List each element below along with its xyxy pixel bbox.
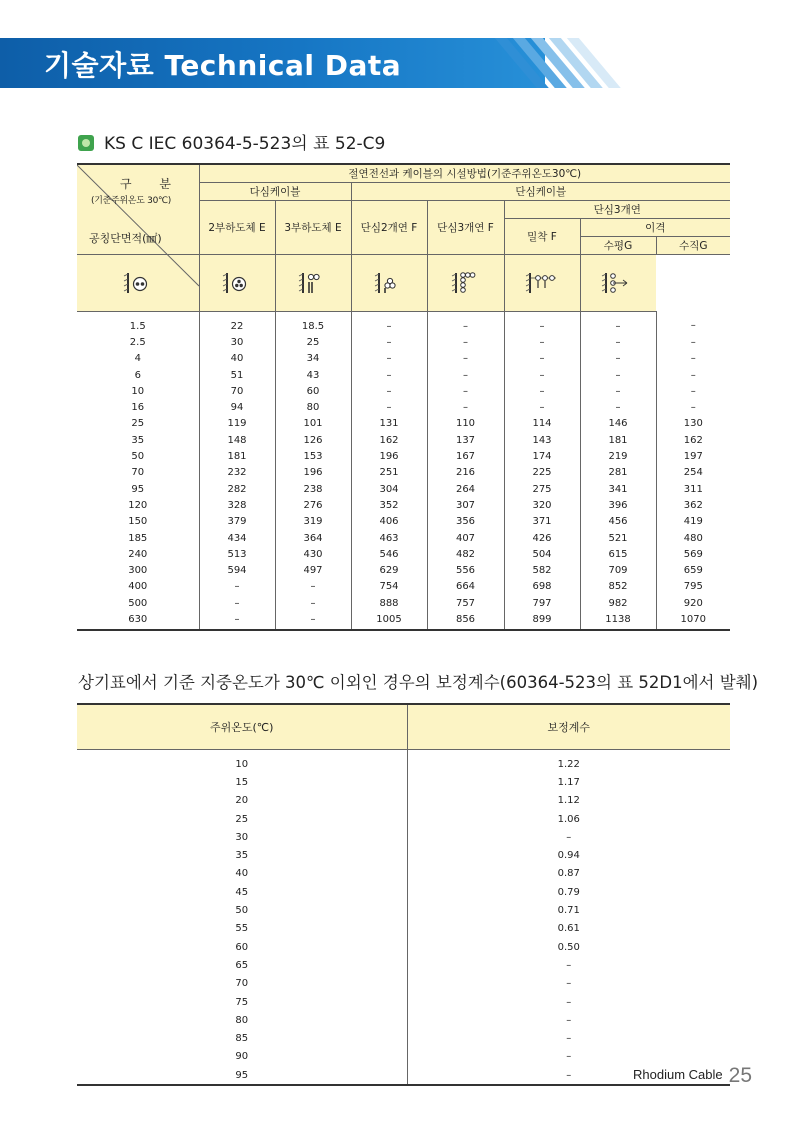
ampacity-cell: 497 (275, 562, 351, 578)
col-header-touching-f: 밀착 F (504, 219, 580, 255)
cross-section-cell: 240 (77, 546, 199, 562)
factor-cell: 0.71 (407, 901, 730, 919)
ampacity-cell: 143 (504, 432, 580, 448)
table-row (77, 975, 730, 993)
cross-section-cell: 300 (77, 562, 199, 578)
ampacity-cell: 80 (275, 399, 351, 415)
temperature-cell: 60 (77, 938, 407, 956)
factor-cell: 1.17 (407, 773, 730, 791)
ampacity-cell: 319 (275, 514, 351, 530)
ampacity-cell: 1070 (656, 611, 730, 629)
ampacity-cell: 364 (275, 530, 351, 546)
ampacity-cell: 504 (504, 546, 580, 562)
ampacity-cell: 521 (580, 530, 656, 546)
ampacity-cell: – (199, 611, 275, 629)
ampacity-cell: 888 (351, 595, 427, 611)
factor-cell: – (407, 975, 730, 993)
spaced-vertical-icon (580, 255, 656, 312)
cross-section-cell: 4 (77, 351, 199, 367)
ampacity-cell: 275 (504, 481, 580, 497)
ampacity-cell: – (427, 383, 504, 399)
factor-cell: – (407, 1029, 730, 1047)
table-row (77, 562, 730, 578)
cross-section-cell: 185 (77, 530, 199, 546)
ampacity-cell: 406 (351, 514, 427, 530)
factor-cell: – (407, 828, 730, 846)
installation-method-header: 절연전선과 케이블의 시설방법(기준주위온도30℃) (199, 164, 730, 183)
ampacity-cell: 131 (351, 416, 427, 432)
ampacity-cell: 615 (580, 546, 656, 562)
factor-cell: 0.50 (407, 938, 730, 956)
table-row (77, 1011, 730, 1029)
ampacity-cell: 456 (580, 514, 656, 530)
factor-cell: – (407, 956, 730, 974)
ampacity-cell: 25 (275, 334, 351, 350)
table-row (77, 773, 730, 791)
ampacity-cell: – (275, 595, 351, 611)
ampacity-cell: 396 (580, 497, 656, 513)
ampacity-cell: 1005 (351, 611, 427, 629)
ampacity-cell: 196 (351, 448, 427, 464)
ampacity-cell: 34 (275, 351, 351, 367)
ampacity-cell: 162 (351, 432, 427, 448)
ampacity-cell: 419 (656, 514, 730, 530)
ampacity-cell: – (427, 312, 504, 335)
table-row (77, 956, 730, 974)
table-row (77, 920, 730, 938)
ampacity-cell: 153 (275, 448, 351, 464)
ampacity-cell: 281 (580, 465, 656, 481)
ampacity-cell: 167 (427, 448, 504, 464)
ampacity-cell: – (656, 334, 730, 350)
cross-section-cell: 6 (77, 367, 199, 383)
ampacity-cell: – (580, 383, 656, 399)
temperature-cell: 55 (77, 920, 407, 938)
temperature-cell: 15 (77, 773, 407, 791)
cross-section-cell: 25 (77, 416, 199, 432)
temperature-cell: 40 (77, 865, 407, 883)
cross-section-cell: 120 (77, 497, 199, 513)
ampacity-cell: – (351, 351, 427, 367)
factor-cell: 0.61 (407, 920, 730, 938)
table-row (77, 865, 730, 883)
temperature-cell: 95 (77, 1066, 407, 1085)
table-row (77, 792, 730, 810)
table-row (77, 481, 730, 497)
factor-cell: 0.87 (407, 865, 730, 883)
table-row (77, 846, 730, 864)
table-row (77, 383, 730, 399)
three-core-cable-icon (199, 255, 275, 312)
ampacity-cell: 629 (351, 562, 427, 578)
correction-factor-table (77, 703, 730, 1086)
table1-caption (78, 129, 385, 154)
ampacity-cell: 94 (199, 399, 275, 415)
leaf-bullet-icon (78, 135, 94, 151)
ampacity-cell: 328 (199, 497, 275, 513)
ampacity-cell: – (427, 367, 504, 383)
ampacity-table (77, 163, 730, 631)
factor-cell: 0.79 (407, 883, 730, 901)
ampacity-cell: – (351, 312, 427, 335)
table-row (77, 448, 730, 464)
ampacity-cell: 282 (199, 481, 275, 497)
ampacity-cell: – (656, 399, 730, 415)
table-row (77, 579, 730, 595)
ampacity-cell: 659 (656, 562, 730, 578)
factor-cell: 1.06 (407, 810, 730, 828)
ampacity-cell: – (351, 367, 427, 383)
ampacity-cell: 709 (580, 562, 656, 578)
col-header-3-load-e: 3부하도체 E (275, 201, 351, 255)
ampacity-cell: 148 (199, 432, 275, 448)
ampacity-cell: 251 (351, 465, 427, 481)
ampacity-cell: 197 (656, 448, 730, 464)
ampacity-cell: 276 (275, 497, 351, 513)
ampacity-cell: – (351, 383, 427, 399)
ampacity-cell: 137 (427, 432, 504, 448)
ampacity-cell: – (504, 312, 580, 335)
ampacity-cell: 264 (427, 481, 504, 497)
table-row (77, 938, 730, 956)
ampacity-cell: 232 (199, 465, 275, 481)
temperature-cell: 70 (77, 975, 407, 993)
ampacity-cell: – (580, 351, 656, 367)
ampacity-cell: 362 (656, 497, 730, 513)
ampacity-cell: 463 (351, 530, 427, 546)
table-row (77, 514, 730, 530)
trefoil-icon (351, 255, 427, 312)
ampacity-cell: 174 (504, 448, 580, 464)
ampacity-cell: – (580, 367, 656, 383)
ampacity-cell: – (275, 579, 351, 595)
ampacity-cell: 482 (427, 546, 504, 562)
ampacity-cell: 40 (199, 351, 275, 367)
ampacity-cell: 352 (351, 497, 427, 513)
ampacity-cell: 852 (580, 579, 656, 595)
temperature-cell: 80 (77, 1011, 407, 1029)
ampacity-table-body (77, 312, 730, 630)
page-number: 25 (728, 1064, 752, 1087)
ampacity-cell: 513 (199, 546, 275, 562)
ampacity-cell: 146 (580, 416, 656, 432)
ampacity-cell: 434 (199, 530, 275, 546)
temperature-cell: 45 (77, 883, 407, 901)
ampacity-cell: 341 (580, 481, 656, 497)
cross-section-cell: 95 (77, 481, 199, 497)
ampacity-cell: 664 (427, 579, 504, 595)
cross-section-cell: 500 (77, 595, 199, 611)
col-header-3-single-f: 단심3개연 F (427, 201, 504, 255)
table-row (77, 1029, 730, 1047)
factor-cell: 1.22 (407, 750, 730, 774)
correction-factor-table-body (77, 750, 730, 1086)
corner-note: (기준주위온도 30℃) (91, 196, 172, 206)
temperature-cell: 85 (77, 1029, 407, 1047)
ampacity-cell: – (504, 351, 580, 367)
ampacity-cell: 797 (504, 595, 580, 611)
temperature-cell: 65 (77, 956, 407, 974)
ampacity-cell: 556 (427, 562, 504, 578)
ampacity-cell: 22 (199, 312, 275, 335)
ampacity-cell: 114 (504, 416, 580, 432)
temperature-cell: 20 (77, 792, 407, 810)
table-row (77, 351, 730, 367)
ampacity-cell: 18.5 (275, 312, 351, 335)
ampacity-cell: 43 (275, 367, 351, 383)
cross-section-cell: 50 (77, 448, 199, 464)
ampacity-cell: – (504, 399, 580, 415)
table-row (77, 993, 730, 1011)
temperature-cell: 90 (77, 1048, 407, 1066)
factor-cell: 0.94 (407, 846, 730, 864)
temperature-cell: 10 (77, 750, 407, 774)
table-row (77, 530, 730, 546)
ampacity-cell: 379 (199, 514, 275, 530)
temperature-cell: 25 (77, 810, 407, 828)
ampacity-cell: – (504, 334, 580, 350)
ampacity-cell: – (656, 367, 730, 383)
ampacity-cell: 371 (504, 514, 580, 530)
factor-cell: 1.12 (407, 792, 730, 810)
ampacity-cell: 304 (351, 481, 427, 497)
touching-flat-icon (427, 255, 504, 312)
cross-section-cell: 2.5 (77, 334, 199, 350)
ampacity-cell: 181 (580, 432, 656, 448)
ampacity-cell: 569 (656, 546, 730, 562)
table-row (77, 497, 730, 513)
table2-caption: 상기표에서 기준 지중온도가 30℃ 이외인 경우의 보정계수(60364-523의 표 52D1에서 발췌) (78, 673, 759, 692)
ampacity-cell: 899 (504, 611, 580, 629)
ampacity-cell: 219 (580, 448, 656, 464)
table-row (77, 810, 730, 828)
ampacity-cell: 307 (427, 497, 504, 513)
ampacity-cell: 110 (427, 416, 504, 432)
cross-section-cell: 1.5 (77, 312, 199, 335)
single-core-header: 단심케이블 (351, 183, 730, 201)
two-singles-icon (275, 255, 351, 312)
ampacity-cell: 982 (580, 595, 656, 611)
ampacity-cell: – (656, 351, 730, 367)
ampacity-cell: – (580, 312, 656, 335)
cross-section-cell: 630 (77, 611, 199, 629)
ampacity-cell: 216 (427, 465, 504, 481)
cross-section-cell: 150 (77, 514, 199, 530)
ampacity-cell: – (199, 595, 275, 611)
table-row (77, 546, 730, 562)
table-row (77, 399, 730, 415)
ampacity-cell: – (427, 399, 504, 415)
table-row (77, 883, 730, 901)
ampacity-cell: 1138 (580, 611, 656, 629)
spaced-header: 이격 (580, 219, 730, 237)
ampacity-cell: – (427, 351, 504, 367)
temperature-cell: 30 (77, 828, 407, 846)
factor-cell: – (407, 1048, 730, 1066)
table-row (77, 828, 730, 846)
corner-gu: 구 분 (120, 177, 183, 191)
ampacity-cell: 430 (275, 546, 351, 562)
page-title: 기술자료 Technical Data (44, 49, 402, 82)
ampacity-cell: 70 (199, 383, 275, 399)
ampacity-cell: – (275, 611, 351, 629)
col-header-horizontal-g: 수평G (580, 237, 656, 255)
ampacity-cell: – (504, 383, 580, 399)
ampacity-cell: 225 (504, 465, 580, 481)
ambient-temp-header: 주위온도(℃) (77, 704, 407, 750)
ampacity-cell: 754 (351, 579, 427, 595)
table-row (77, 432, 730, 448)
col-header-2-load-e: 2부하도체 E (199, 201, 275, 255)
ampacity-cell: 582 (504, 562, 580, 578)
ampacity-cell: 356 (427, 514, 504, 530)
multi-core-header: 다심케이블 (199, 183, 351, 201)
col-header-2-single-f: 단심2개연 F (351, 201, 427, 255)
cross-section-cell: 70 (77, 465, 199, 481)
ampacity-cell: 196 (275, 465, 351, 481)
header-banner (0, 38, 640, 88)
ampacity-cell: – (580, 334, 656, 350)
ampacity-cell: 698 (504, 579, 580, 595)
cross-section-cell: 10 (77, 383, 199, 399)
factor-cell: – (407, 993, 730, 1011)
ampacity-cell: 594 (199, 562, 275, 578)
ampacity-cell: 30 (199, 334, 275, 350)
table-row (77, 595, 730, 611)
table-row (77, 465, 730, 481)
ampacity-cell: – (427, 334, 504, 350)
three-open-header: 단심3개연 (504, 201, 730, 219)
temperature-cell: 35 (77, 846, 407, 864)
table1-caption-text: KS C IEC 60364-5-523의 표 52-C9 (104, 134, 386, 154)
ampacity-cell: 757 (427, 595, 504, 611)
col-header-vertical-g: 수직G (656, 237, 730, 255)
ampacity-cell: 101 (275, 416, 351, 432)
correction-factor-header: 보정계수 (407, 704, 730, 750)
table-row (77, 416, 730, 432)
ampacity-cell: 60 (275, 383, 351, 399)
corner-header (77, 164, 199, 255)
ampacity-cell: 181 (199, 448, 275, 464)
ampacity-cell: 407 (427, 530, 504, 546)
cross-section-cell: 16 (77, 399, 199, 415)
table-row (77, 367, 730, 383)
ampacity-cell: – (656, 312, 730, 335)
temperature-cell: 50 (77, 901, 407, 919)
ampacity-cell: – (580, 399, 656, 415)
ampacity-cell: 320 (504, 497, 580, 513)
ampacity-cell: 311 (656, 481, 730, 497)
cross-section-cell: 400 (77, 579, 199, 595)
footer-brand: Rhodium Cable (633, 1067, 723, 1082)
ampacity-cell: – (504, 367, 580, 383)
factor-cell: – (407, 1011, 730, 1029)
spaced-horizontal-icon (504, 255, 580, 312)
table-row (77, 750, 730, 774)
ampacity-cell: 920 (656, 595, 730, 611)
ampacity-cell: 480 (656, 530, 730, 546)
temperature-cell: 75 (77, 993, 407, 1011)
footer (633, 1064, 752, 1088)
ampacity-cell: 795 (656, 579, 730, 595)
table-row (77, 901, 730, 919)
ampacity-cell: – (351, 399, 427, 415)
ampacity-cell: 162 (656, 432, 730, 448)
factor-cell: – (407, 1066, 730, 1085)
ampacity-cell: 130 (656, 416, 730, 432)
ampacity-cell: 254 (656, 465, 730, 481)
ampacity-cell: 546 (351, 546, 427, 562)
cross-section-cell: 35 (77, 432, 199, 448)
table-row (77, 334, 730, 350)
ampacity-cell: – (656, 383, 730, 399)
ampacity-cell: 856 (427, 611, 504, 629)
ampacity-cell: 426 (504, 530, 580, 546)
ampacity-cell: – (351, 334, 427, 350)
ampacity-cell: – (199, 579, 275, 595)
ampacity-cell: 238 (275, 481, 351, 497)
table-row (77, 611, 730, 629)
ampacity-cell: 119 (199, 416, 275, 432)
corner-area: 공칭단면적(㎟) (89, 232, 162, 245)
ampacity-cell: 51 (199, 367, 275, 383)
ampacity-cell: 126 (275, 432, 351, 448)
